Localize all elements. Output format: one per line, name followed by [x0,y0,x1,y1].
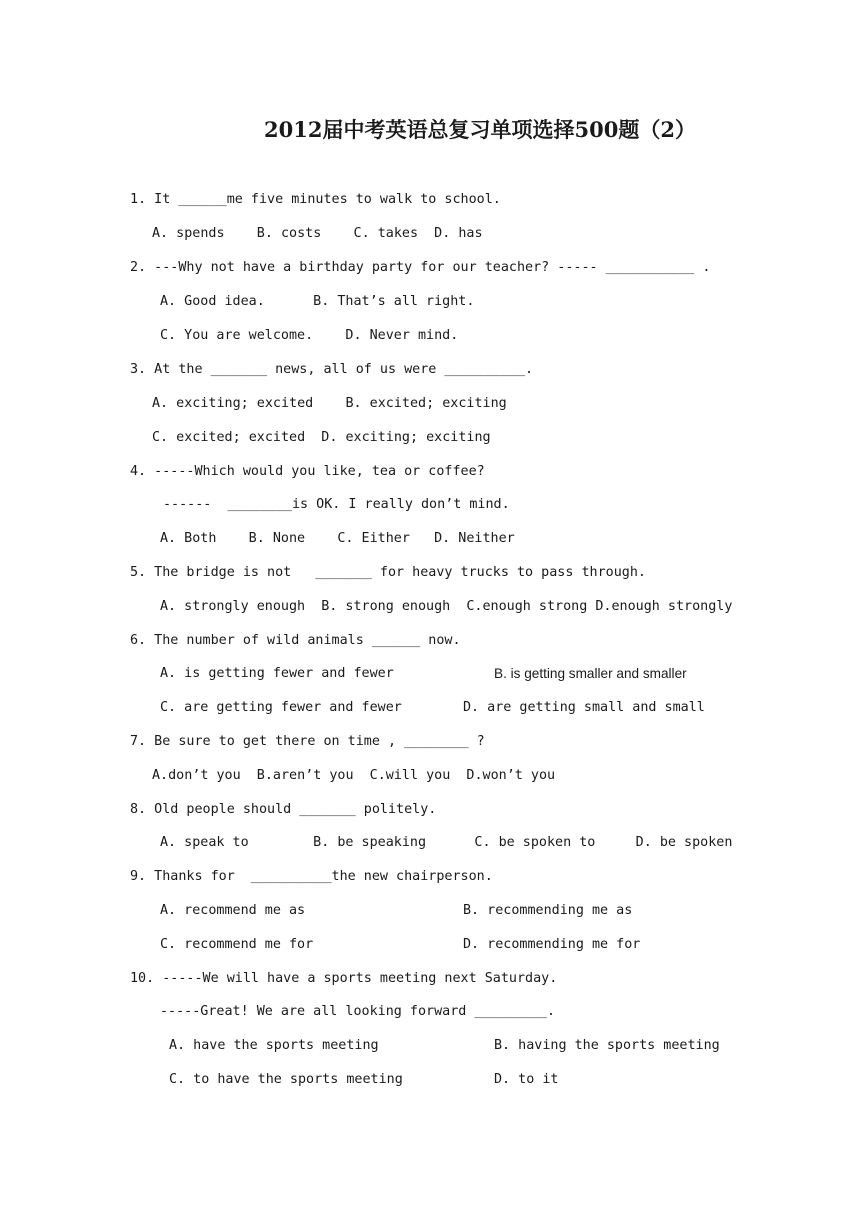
question-2-options-row-1: A. Good idea. B. That’s all right. [160,294,475,309]
question-10-reply: -----Great! We are all looking forward _________. [160,1004,556,1019]
question-9-option-b: B. recommending me as [463,903,633,918]
question-6-option-d: D. are getting small and small [463,700,705,715]
question-4-options: A. Both B. None C. Either D. Neither [160,531,515,546]
question-4-reply: ------ ________is OK. I really don’t mind. [163,497,510,512]
question-7-options: A.don’t you B.aren’t you C.will you D.won’t you [152,768,556,783]
question-2: 2. ---Why not have a birthday party for our teacher? ----- ___________ . [130,260,711,275]
page-title: 2012届中考英语总复习单项选择500题（2） [264,117,696,142]
question-9-option-c: C. recommend me for [160,937,314,952]
question-9-option-a: A. recommend me as [160,903,306,918]
question-7: 7. Be sure to get there on time , ________ ? [130,734,485,749]
question-6-option-c: C. are getting fewer and fewer [160,700,402,715]
question-10-option-a: A. have the sports meeting [169,1038,379,1053]
question-3-options-row-1: A. exciting; excited B. excited; exciting [152,396,507,411]
question-10-option-d: D. to it [494,1072,559,1087]
question-2-options-row-2: C. You are welcome. D. Never mind. [160,328,459,343]
question-10: 10. -----We will have a sports meeting next Saturday. [130,971,558,986]
question-6-option-b: B. is getting smaller and smaller [494,666,687,681]
question-1-options: A. spends B. costs C. takes D. has [152,226,483,241]
question-10-option-c: C. to have the sports meeting [169,1072,403,1087]
question-8: 8. Old people should _______ politely. [130,802,437,817]
question-8-options: A. speak to B. be speaking C. be spoken to D. be spoken [160,835,733,850]
question-6-option-a: A. is getting fewer and fewer [160,666,394,681]
question-3: 3. At the _______ news, all of us were __________. [130,362,534,377]
question-5-options: A. strongly enough B. strong enough C.enough strong D.enough strongly [160,599,733,614]
question-9: 9. Thanks for __________the new chairperson. [130,869,493,884]
question-4: 4. -----Which would you like, tea or coffee? [130,464,485,479]
question-6: 6. The number of wild animals ______ now. [130,633,461,648]
question-9-option-d: D. recommending me for [463,937,641,952]
question-10-option-b: B. having the sports meeting [494,1038,720,1053]
question-5: 5. The bridge is not _______ for heavy trucks to pass through. [130,565,646,580]
question-3-options-row-2: C. excited; excited D. exciting; exciting [152,430,491,445]
question-1: 1. It ______me five minutes to walk to school. [130,192,501,207]
